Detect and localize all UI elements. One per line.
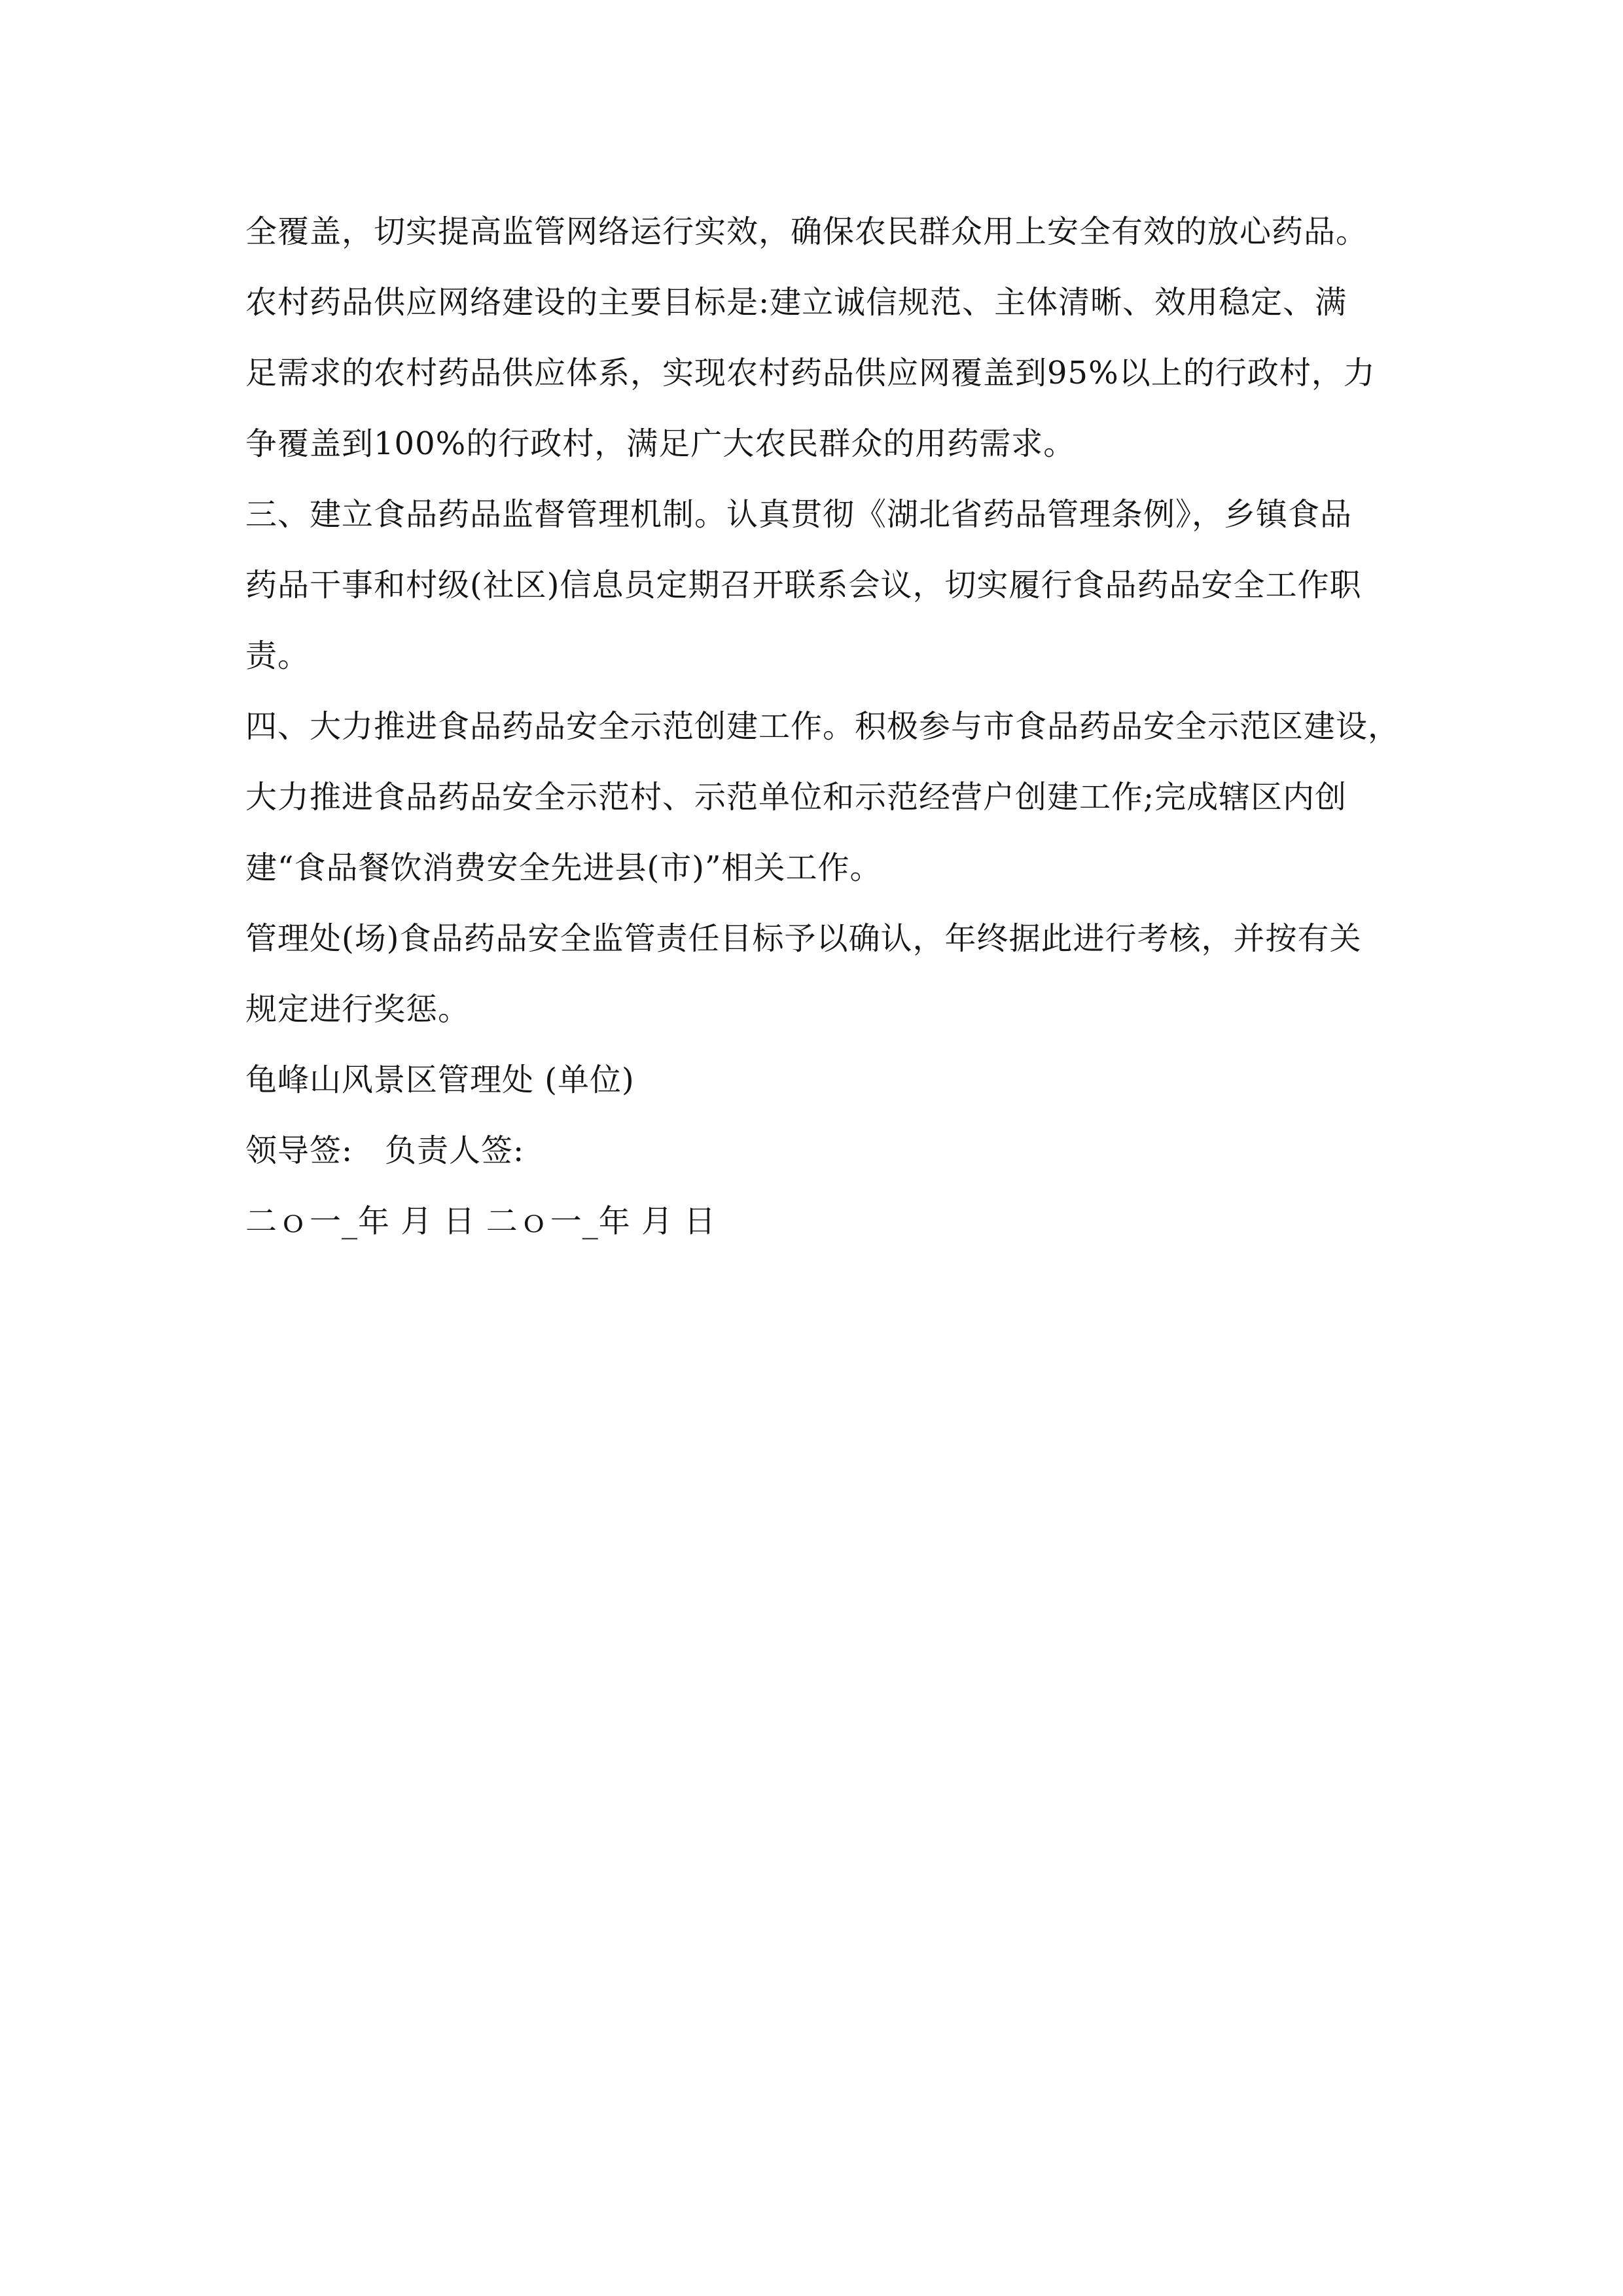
paragraph-network-coverage	[245, 196, 1397, 267]
text-line: 药品干事和村级(社区)信息员定期召开联系会议，切实履行食品药品安全工作职	[245, 567, 1362, 603]
signature-signers: 领导签: 负责人签:	[245, 1132, 525, 1169]
text-line: 争覆盖到100%的行政村，满足广大农民群众的用药需求。	[245, 425, 1076, 462]
text-line: 农村药品供应网络建设的主要目标是:建立诚信规范、主体清晰、效用稳定、满	[245, 284, 1347, 321]
paragraph-supply-goals	[245, 267, 1397, 479]
text-line: 三、建立食品药品监督管理机制。认真贯彻《湖北省药品管理条例》，乡镇食品	[245, 496, 1353, 533]
signature-block	[245, 1045, 1397, 1257]
text-line: 管理处(场)食品药品安全监管责任目标予以确认，年终据此进行考核，并按有关	[245, 920, 1362, 957]
text-line: 责。	[245, 637, 310, 674]
signature-unit: 龟峰山风景区管理处 (单位)	[245, 1062, 635, 1098]
paragraph-assessment	[245, 903, 1397, 1045]
text-line: 大力推进食品药品安全示范村、示范单位和示范经营户创建工作;完成辖区内创	[245, 779, 1347, 816]
signature-dates: 二ｏ一_年 月 日 二ｏ一_年 月 日	[245, 1203, 717, 1240]
text-line: 四、大力推进食品药品安全示范创建工作。积极参与市食品药品安全示范区建设，	[245, 708, 1400, 745]
paragraph-section-three	[245, 479, 1397, 691]
text-line: 建“食品餐饮消费安全先进县(市)”相关工作。	[245, 850, 882, 886]
text-line: 规定进行奖惩。	[245, 991, 471, 1028]
text-line: 足需求的农村药品供应体系，实现农村药品供应网覆盖到95%以上的行政村，力	[245, 355, 1376, 391]
paragraph-section-four	[245, 691, 1400, 903]
text-line: 全覆盖，切实提高监管网络运行实效，确保农民群众用上安全有效的放心药品。	[245, 213, 1368, 250]
document-body	[245, 196, 1400, 1257]
